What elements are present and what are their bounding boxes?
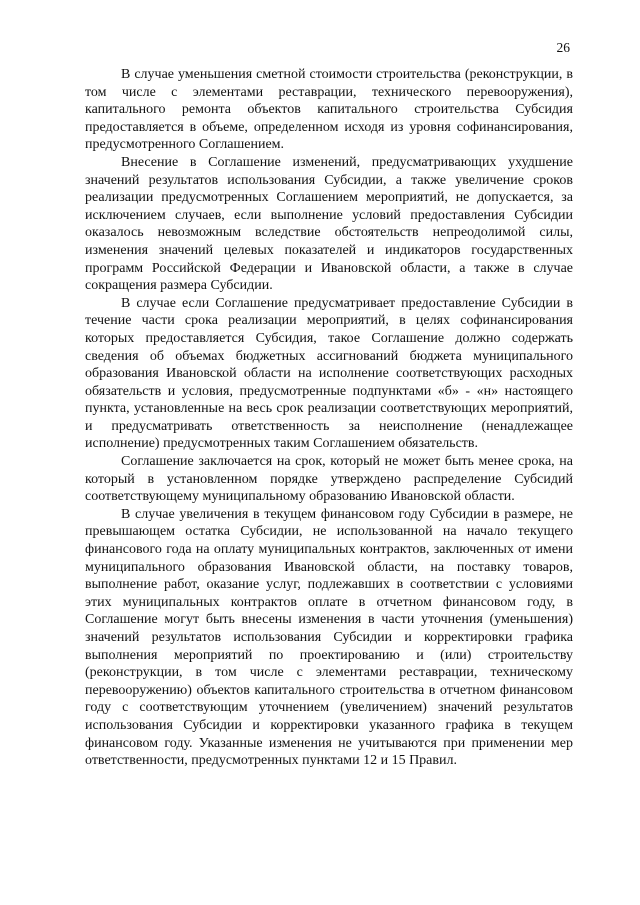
paragraph-agreement-amendments: Внесение в Соглашение изменений, предусматривающих ухудшение значений результатов использования Субсидии, а также увеличение сроков реализации предусмотренных Соглашением мероприятий, не допускается, за исключением случаев, если выполнение условий предоставления Субсидии оказалось невозможным вследствие обстоятельств непреодолимой силы, изменения значений целевых показателей и индикаторов государственных программ Российской Федерации и Ивановской области, а также в случае сокращения размера Субсидии. xyxy=(85,154,573,294)
paragraph-agreement-term: Соглашение заключается на срок, который не может быть менее срока, на который в установленном порядке утверждено распределение Субсидий соответствующему муниципальному образованию Ивановской области. xyxy=(85,454,573,505)
paragraph-partial-term: В случае если Соглашение предусматривает предоставление Субсидии в течение части срока реализации мероприятий, в целях софинансирования которых предоставляется Субсидия, такое Соглашение должно содержать сведения об объемах бюджетных ассигнований бюджета муниципального образования Ивановской области на исполнение соответствующих расходных обязательств и условия, предусмотренные подпунктами «б» - «н» настоящего пункта, установленные на весь срок реализации соответствующих мероприятий, и предусматривать ответственность за неисполнение (ненадлежащее исполнение) предусмотренных таким Соглашением обязательств. xyxy=(85,295,573,452)
page-number: 26 xyxy=(556,40,570,55)
paragraph-subsidy-increase: В случае увеличения в текущем финансовом году Субсидии в размере, не превышающем остатка Субсидии, не использованной на начало текущего финансового года на оплату муниципальных контрактов, заключенных от имени муниципального образования Ивановской области, на поставку товаров, выполнение работ, оказание услуг, подлежавших в соответствии с условиями этих муниципальных контрактов оплате в отчетном финансовом году, в Соглашение могут быть внесены изменения в части уточнения (уменьшения) значений результатов использования Субсидии и корректировки графика выполнения мероприятий по проектированию и (или) строительству (реконструкции, в том числе с элементами реставрации, техническому перевооружению) объектов капитального строительства в отчетном финансовом году с соответствующим уточнением (увеличением) значений результатов использования Субсидии и корректировки указанного графика в текущем финансовом году. Указанные изменения не учитываются при применении мер ответственности, предусмотренных пунктами 12 и 15 Правил. xyxy=(85,506,573,769)
paragraph-reduction-of-cost: В случае уменьшения сметной стоимости строительства (реконструкции, в том числе с элементами реставрации, технического перевооружения), капитального ремонта объектов капитального строительства Субсидия предоставляется в объеме, определенном исходя из уровня софинансирования, предусмотренного Соглашением. xyxy=(85,67,573,153)
document-body xyxy=(85,66,573,770)
